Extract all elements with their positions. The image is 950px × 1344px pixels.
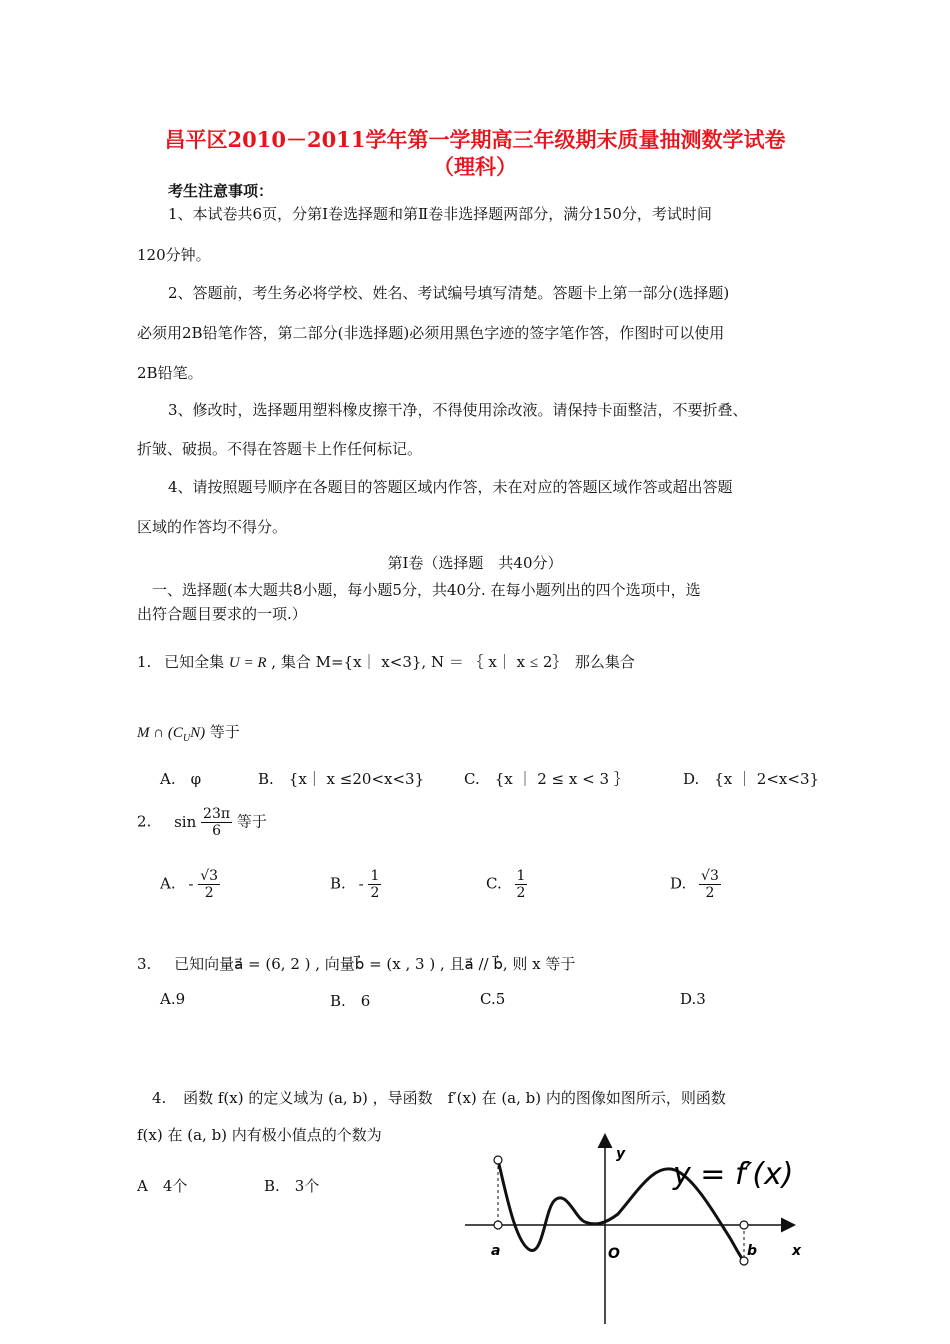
q1-text-b: , 集合 M={x｜ x<3}, N ＝ ｛ x｜ x xyxy=(271,653,526,671)
q3-text: 已知向量a⃗ = (6, 2 ) , 向量b⃗ = (x , 3 ) , 且a⃗ // b⃗, 则 x 等于 xyxy=(174,955,576,973)
q1-stem xyxy=(137,651,635,672)
section-instructions-b: 出符合题目要求的一项.） xyxy=(137,605,307,623)
q1-option-c: C. {x ｜ 2 ≤ x < 3 ｝ xyxy=(464,770,629,788)
q1-option-a: A. φ xyxy=(160,770,202,788)
q2-option-d xyxy=(670,868,721,901)
q2-option-c-den: 2 xyxy=(516,885,526,901)
q2-stem xyxy=(137,806,267,839)
notice-item-2c: 2B铅笔。 xyxy=(137,364,203,382)
q1-option-d: D. {x ｜ 2<x<3} xyxy=(683,770,820,788)
q1-expr-sub: U xyxy=(182,733,191,744)
notice-item-4a: 4、请按照题号顺序在各题目的答题区域内作答，未在对应的答题区域作答或超出答题 xyxy=(168,478,733,496)
q4-number: 4. xyxy=(152,1089,167,1107)
q2-number: 2. xyxy=(137,812,152,831)
q2-option-a-label: A. xyxy=(160,874,176,893)
section-instructions-a: 一、选择题(本大题共8小题，每小题5分，共40分. 在每小题列出的四个选项中，选 xyxy=(152,581,701,599)
q2-option-d-den: 2 xyxy=(705,885,715,901)
q2-option-a-frac xyxy=(198,868,220,901)
q2-option-d-num: √3 xyxy=(701,868,719,884)
q3-number: 3. xyxy=(137,955,152,973)
q4-option-b: B. 3个 xyxy=(264,1177,320,1195)
q1-expr: M ∩ (C xyxy=(137,725,183,741)
q1-number: 1. xyxy=(137,653,152,671)
q2-option-d-frac xyxy=(699,868,721,901)
q2-fraction xyxy=(201,806,232,839)
q4-stem-a xyxy=(152,1087,726,1108)
q2-option-b-sign: - xyxy=(358,874,364,893)
q2-option-d-label: D. xyxy=(670,874,687,893)
q1-math-u: U = R xyxy=(228,655,267,671)
label-origin: O xyxy=(608,1246,620,1262)
q4-text-a: 函数 f(x) 的定义域为 (a, b) ，导函数 f′(x) 在 (a, b) 内的图像如图所示，则函数 xyxy=(183,1089,726,1107)
q2-option-b-frac xyxy=(368,868,381,901)
notice-item-1b: 120分钟。 xyxy=(137,246,211,264)
q4-option-a: A 4个 xyxy=(137,1177,188,1195)
q2-option-c-frac xyxy=(515,868,528,901)
q1-expression xyxy=(137,721,240,744)
q3-stem xyxy=(137,953,575,974)
q2-frac-num: 23π xyxy=(203,806,231,822)
page-title: 昌平区2010－2011学年第一学期高三年级期末质量抽测数学试卷 xyxy=(164,127,786,152)
q3-option-a: A.9 xyxy=(160,990,186,1008)
q1-math-le: ≤ xyxy=(529,655,539,671)
label-a: a xyxy=(491,1243,501,1259)
notice-heading: 考生注意事项： xyxy=(168,182,274,200)
label-x: x xyxy=(792,1243,802,1259)
q1-text-d: 等于 xyxy=(209,723,240,741)
q2-sin: sin xyxy=(174,812,197,831)
open-point-a-top xyxy=(494,1156,502,1164)
q1-option-b: B. {x｜ x ≤20<x<3} xyxy=(258,770,425,788)
graph-formula: y = f′(x) xyxy=(673,1157,794,1192)
label-y: y xyxy=(616,1146,626,1162)
q1-text-a: 已知全集 xyxy=(164,653,225,671)
q1-expr-end: N) xyxy=(190,725,206,741)
q2-option-b-den: 2 xyxy=(370,885,380,901)
open-point-b-axis xyxy=(740,1221,748,1229)
derivative-graph xyxy=(455,1128,815,1328)
q2-option-a-den: 2 xyxy=(204,885,214,901)
q3-option-b: B. 6 xyxy=(330,992,371,1010)
notice-item-1a: 1、本试卷共6页，分第Ⅰ卷选择题和第Ⅱ卷非选择题两部分，满分150分，考试时间 xyxy=(168,205,712,223)
section-title: 第Ⅰ卷（选择题 共40分） xyxy=(387,554,563,572)
q2-text: 等于 xyxy=(236,812,267,831)
q2-option-c xyxy=(486,868,527,901)
q3-option-d: D.3 xyxy=(680,990,706,1008)
notice-item-3b: 折皱、破损。不得在答题卡上作任何标记。 xyxy=(137,440,423,458)
q2-option-a xyxy=(160,868,220,901)
notice-item-2b: 必须用2B铅笔作答，第二部分(非选择题)必须用黑色字迹的签字笔作答，作图时可以使用 xyxy=(137,324,725,342)
notice-item-4b: 区域的作答均不得分。 xyxy=(137,518,288,536)
q2-option-b-num: 1 xyxy=(370,868,380,884)
q2-option-a-num: √3 xyxy=(200,868,219,884)
q3-option-c: C.5 xyxy=(480,990,506,1008)
q2-option-a-sign: - xyxy=(188,874,194,893)
q2-option-c-label: C. xyxy=(486,874,502,893)
notice-item-2a: 2、答题前，考生务必将学校、姓名、考试编号填写清楚。答题卡上第一部分(选择题) xyxy=(168,284,730,302)
q2-option-b xyxy=(330,868,381,901)
q2-option-b-label: B. xyxy=(330,874,346,893)
label-b: b xyxy=(747,1243,758,1259)
q2-frac-den: 6 xyxy=(212,823,221,839)
notice-item-3a: 3、修改时，选择题用塑料橡皮擦干净，不得使用涂改液。请保持卡面整洁，不要折叠、 xyxy=(168,401,748,419)
page-subtitle: （理科） xyxy=(433,154,517,179)
q4-stem-b: f(x) 在 (a, b) 内有极小值点的个数为 xyxy=(137,1126,382,1144)
open-point-a-axis xyxy=(494,1221,502,1229)
q2-option-c-num: 1 xyxy=(516,868,526,884)
q1-text-c: 2｝ 那么集合 xyxy=(542,653,635,671)
